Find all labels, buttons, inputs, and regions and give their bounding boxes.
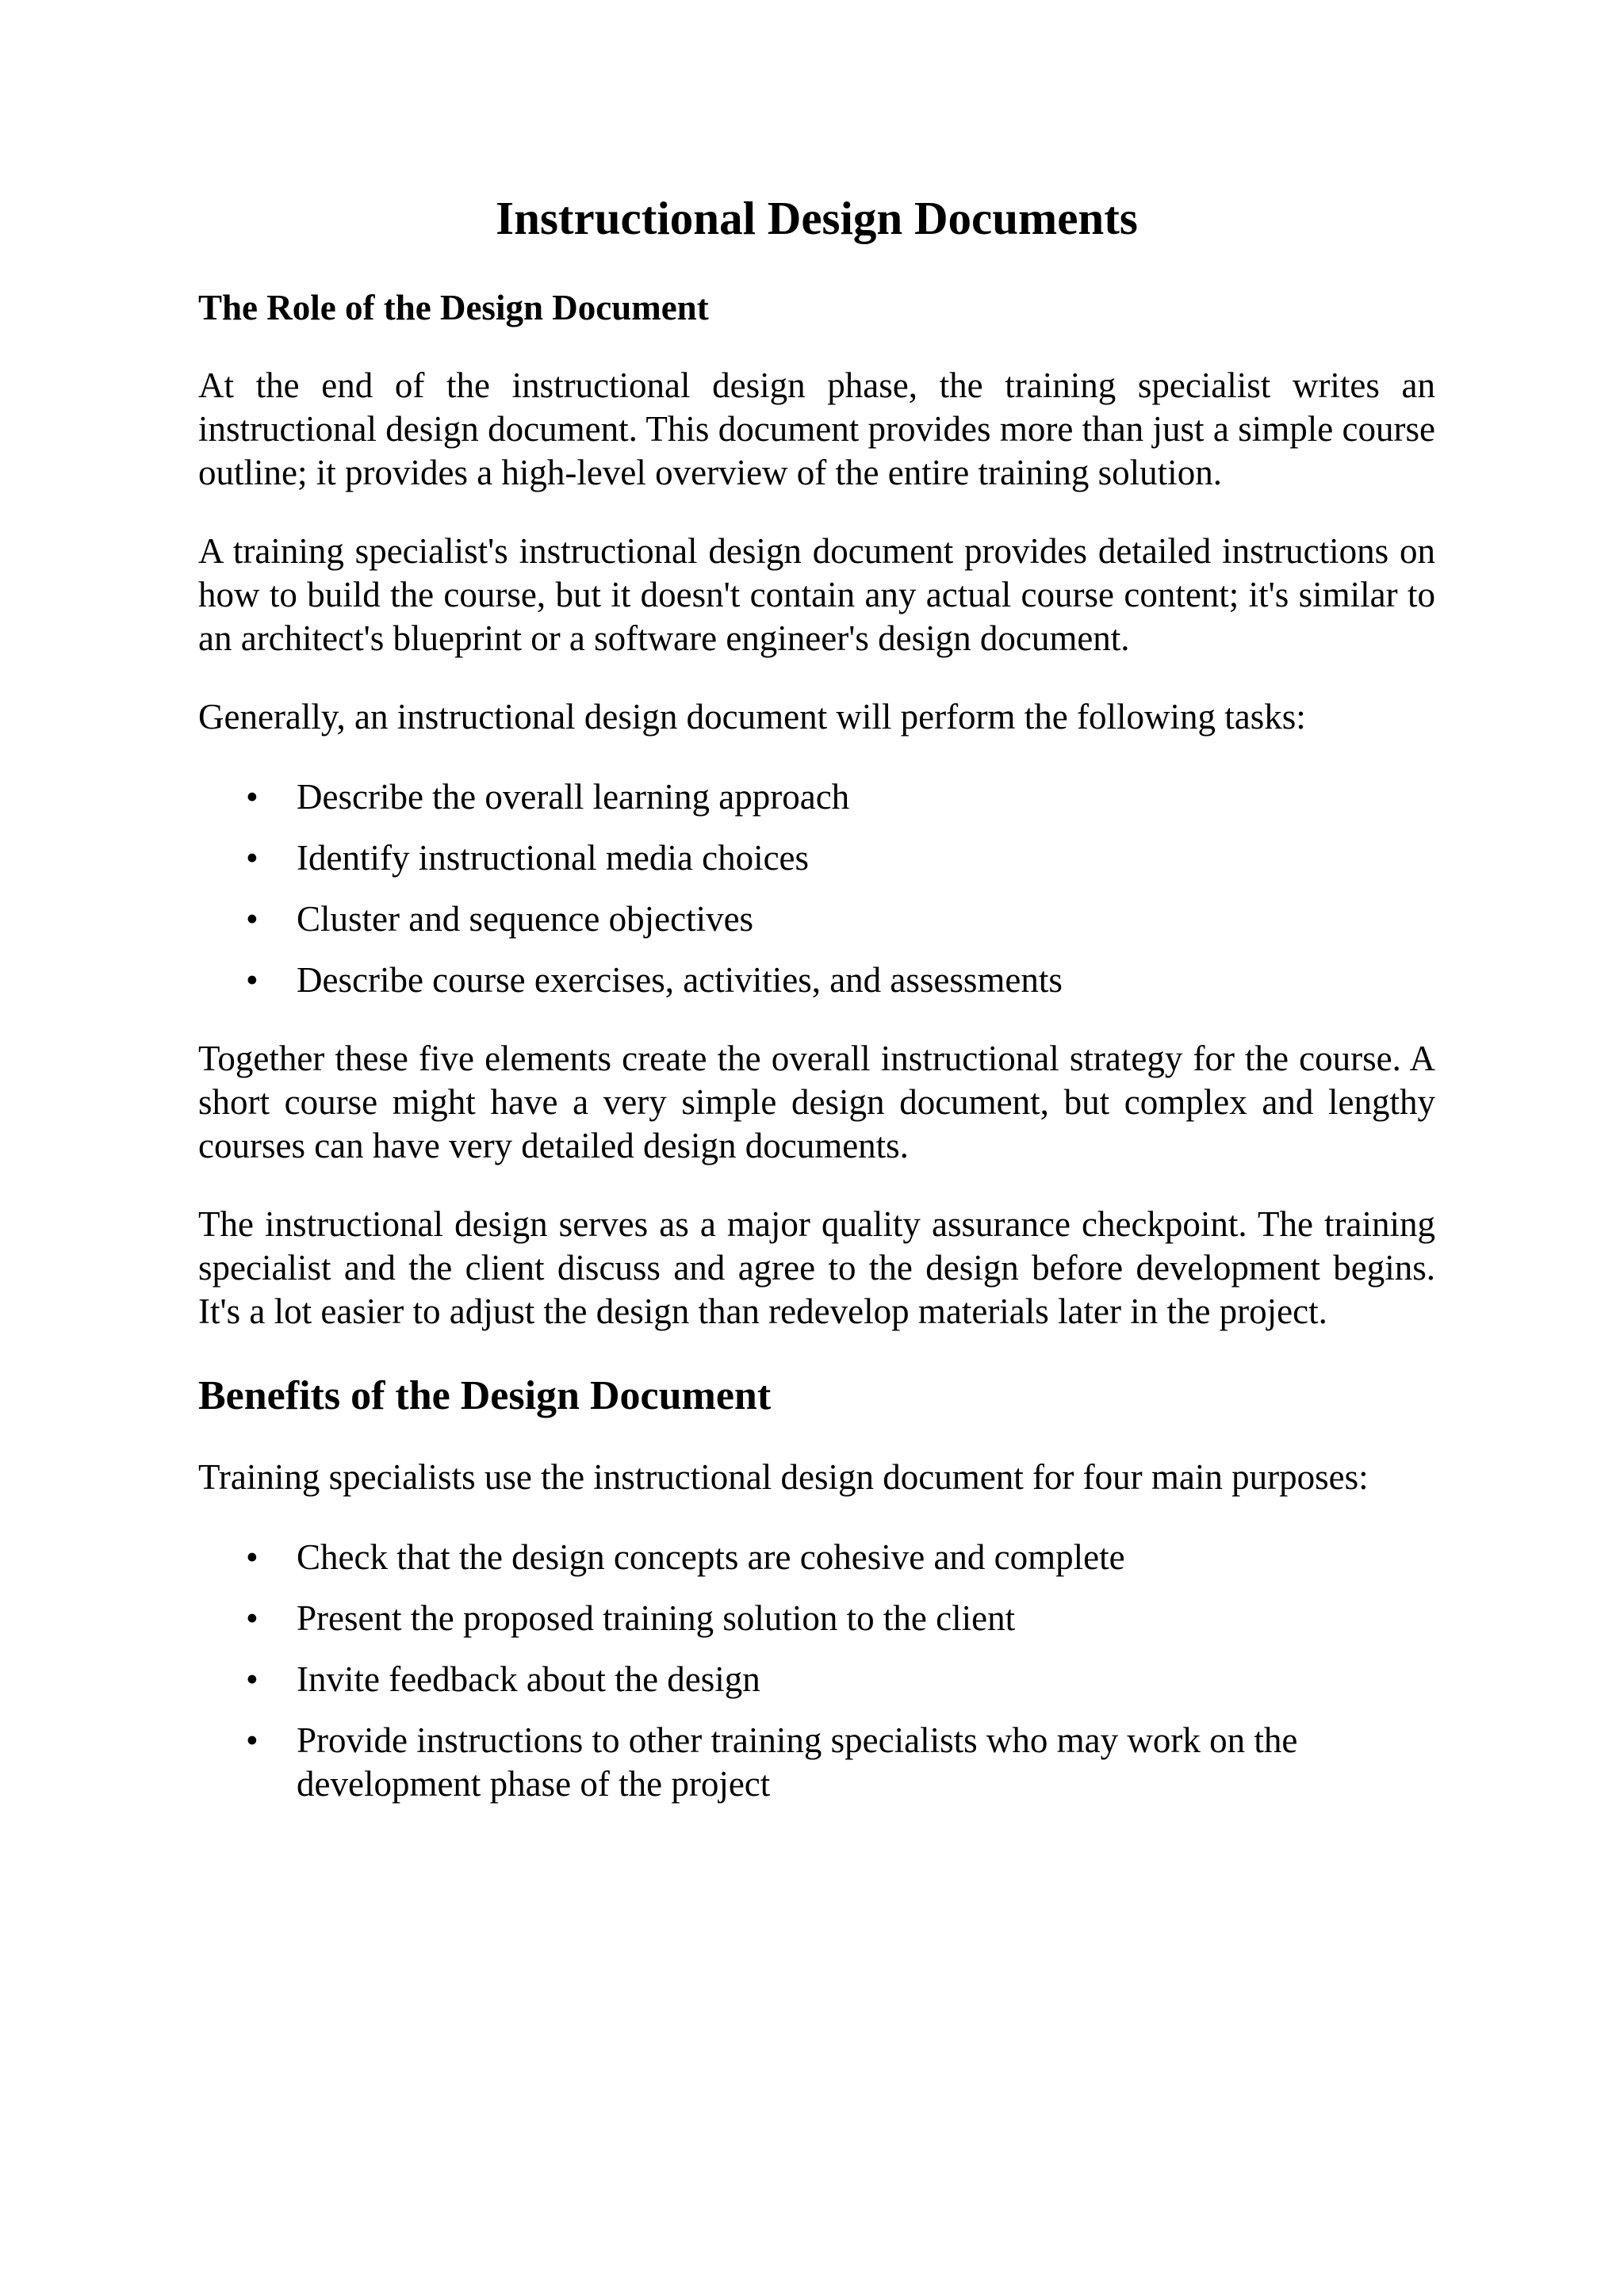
section-heading-benefits: Benefits of the Design Document (198, 1372, 772, 1418)
bullet-icon: • (246, 959, 259, 1000)
list-item (198, 1536, 1435, 1579)
bullet-icon: • (246, 1598, 259, 1639)
purposes-list (198, 1536, 1435, 1806)
list-item-text: Provide instructions to other training specialists who may work on the development phase of the project (297, 1720, 1298, 1804)
list-item-text: Identify instructional media choices (297, 837, 810, 878)
section-heading-role: The Role of the Design Document (198, 287, 709, 327)
bullet-icon: • (246, 1659, 259, 1700)
bullet-icon: • (246, 1720, 259, 1761)
list-item (198, 959, 1435, 1002)
tasks-list (198, 775, 1435, 1002)
list-item-text: Describe course exercises, activities, and assessments (297, 959, 1063, 1000)
list-item (198, 836, 1435, 880)
paragraph-quality: The instructional design serves as a major quality assurance checkpoint. The training specialist and the client discuss and agree to the design before development begins. It's a lot easier to adjust the design than redevelop materials later in the project. (198, 1203, 1435, 1331)
document-title: Instructional Design Documents (496, 192, 1138, 244)
bullet-icon: • (246, 1537, 259, 1578)
document-body (198, 190, 1435, 1806)
list-item-text: Cluster and sequence objectives (297, 898, 754, 939)
list-item (198, 897, 1435, 941)
bullet-icon: • (246, 837, 259, 878)
paragraph-blueprint: A training specialist's instructional design document provides detailed instructions on how to build the course, but it doesn't contain any actual course content; it's similar to an architect's blueprint or a software engineer's design document. (198, 530, 1435, 658)
list-item-text: Invite feedback about the design (297, 1659, 760, 1700)
paragraph-tasks-lead: Generally, an instructional design document will perform the following tasks: (198, 696, 1306, 737)
list-item (198, 1719, 1435, 1806)
list-item-text: Check that the design concepts are cohesive and complete (297, 1537, 1125, 1578)
list-item-text: Describe the overall learning approach (297, 776, 850, 817)
paragraph-strategy: Together these five elements create the overall instructional strategy for the course. A short course might have a very simple design document, but complex and lengthy courses can have very detailed design documents. (198, 1038, 1435, 1165)
list-item (198, 775, 1435, 819)
list-item (198, 1597, 1435, 1640)
bullet-icon: • (246, 898, 259, 939)
list-item-text: Present the proposed training solution to the client (297, 1598, 1016, 1639)
list-item (198, 1658, 1435, 1701)
paragraph-purposes-lead: Training specialists use the instructional design document for four main purposes: (198, 1457, 1369, 1498)
paragraph-intro: At the end of the instructional design phase, the training specialist writes an instructional design document. This document provides more than just a simple course outline; it provides a high-level overview of the entire training solution. (198, 365, 1435, 492)
bullet-icon: • (246, 776, 259, 817)
